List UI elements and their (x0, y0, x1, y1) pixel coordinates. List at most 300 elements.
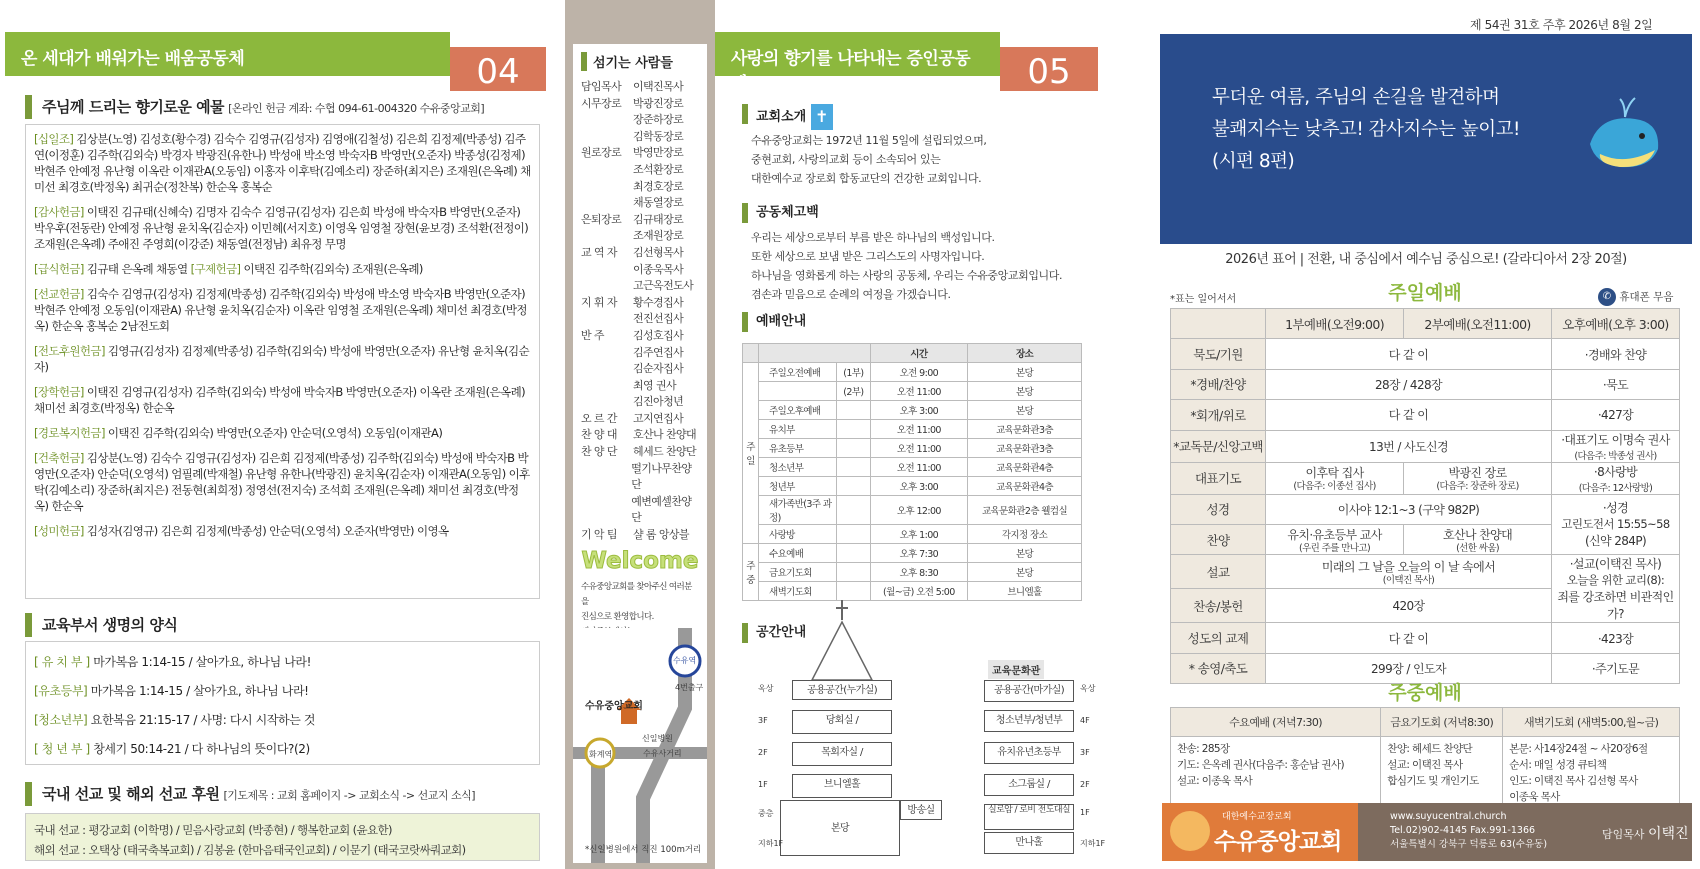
staff-row (581, 311, 699, 328)
edu-list (25, 641, 540, 765)
issue-info: 제 54권 31호 주후 2026년 8월 2일 (1470, 18, 1653, 32)
worship-order: 설교 (1171, 555, 1266, 589)
event-part (837, 496, 871, 525)
staff-role: 교 역 자 (581, 245, 617, 259)
offering-names: 김상분(노영) 김성호(황수경) 김숙수 김영규(김성자) 김영애(김철성) 김은희 김정제(박종성) 김주연(이정훈) 김주학(김외숙) 박경자 박광진(유한나) 박성애 박소영 박숙자B 박영만(오준자) 박종성(김정제) 박현주 안예정 유난형 이옥란 이재관A(오동임) 이홍자 이후탁(김예소리) 장준하(최지은) 조재원(은옥례) 채미선 최경호(박정옥) 최귀순(정찬복) 한순옥 홍복순 (34, 132, 531, 194)
church-footer (1162, 803, 1692, 861)
edu-item (34, 683, 531, 699)
offering-names: 김상분(노영) 김숙수 김영규(김성자) 김은희 김정제(박종성) 김주학(김외숙) 박성애 박숙자B 박영만(오준자) 안순덕(오영석) 엄필례(박재철) 유난형 유한나(박광진) 윤치옥(김순자) 이재관A(오동임) 이후탁(김예소리) 장준하(최지은) 전동현(최희정) 정영선(전지숙) 조석희 조재원(은옥례) 채미선 최경호(박정옥) 한순옥 (34, 451, 530, 513)
staff-name: 김성호집사 (633, 328, 684, 342)
intro-text (751, 131, 987, 188)
staff-row (581, 361, 699, 378)
event-place: 교육문화관3층 (968, 420, 1082, 439)
staff-name: 헤세드 찬양단 (633, 445, 697, 459)
map-church: 수유중앙교회 (585, 701, 643, 712)
event-time: 오전 11:00 (870, 439, 967, 458)
confess-text (751, 228, 1062, 304)
event-name: 수요예배 (759, 544, 837, 563)
church-logo (1162, 803, 1358, 861)
whale-icon (1580, 84, 1670, 174)
staff-name: 김순자집사 (633, 362, 684, 376)
staff-row (581, 129, 699, 146)
page4-number: 04 (450, 47, 546, 91)
room-left: 당회실 / (792, 710, 892, 734)
floor-label: 지하1F (758, 839, 784, 848)
afternoon-main: ·경배와 찬양 (1584, 347, 1647, 362)
event-time: 오전 11:00 (870, 458, 967, 477)
event-name: 유치부 (759, 420, 837, 439)
map-cross: 화계역 (589, 750, 613, 759)
page5-number: 05 (1000, 47, 1098, 91)
offering-label: [선교헌금] (34, 287, 84, 301)
event-time: 오전 9:00 (870, 363, 967, 382)
staff-row (581, 212, 699, 229)
event-place: 본당 (968, 544, 1082, 563)
event-name: 주일오전예배 (759, 363, 837, 382)
staff-role: 지 휘 자 (581, 295, 617, 309)
cell-main: 299장 / 인도자 (1371, 661, 1446, 676)
worship-order: 찬양 (1171, 524, 1266, 554)
event-time: (월~금) 오전 5:00 (870, 582, 967, 601)
worship-row (1171, 494, 1680, 524)
afternoon-cell (1552, 339, 1680, 369)
afternoon-main: ·427장 (1597, 408, 1634, 423)
staff-row (581, 411, 699, 428)
offering-item (34, 286, 531, 334)
event-name: 사랑방 (759, 525, 837, 544)
room-right: 청소년부/청년부 (984, 710, 1074, 732)
staff-name: 고지연집사 (633, 411, 684, 425)
worship-order: *교독문/신앙고백 (1171, 430, 1266, 462)
offering-label: [성미헌금] (34, 524, 84, 538)
staff-name: 전진선집사 (633, 312, 684, 326)
event-part (837, 544, 871, 563)
afternoon-cell (1552, 430, 1680, 462)
welcome-line: 진심으로 환영합니다. (581, 611, 654, 622)
afternoon-sub: 고린도전서 15:55~58 (1561, 517, 1670, 532)
staff-row (581, 444, 699, 461)
combined-cell (1266, 369, 1552, 399)
event-name: 금요기도회 (759, 563, 837, 582)
map-road: 수유사거리 (643, 749, 682, 758)
pastor-label: 담임목사 (1602, 828, 1645, 841)
staff-role (581, 378, 633, 395)
offering-names: 이택진 김주학(김외숙) 박영만(오준자) 안순덕(오영석) 오동임(이재관A) (104, 426, 443, 440)
staff-name: 샬 롬 앙상블 (633, 528, 689, 542)
sunday-worship-table (1170, 308, 1680, 684)
cell-sub: (이택진 목사) (1382, 574, 1435, 586)
combined-cell (1266, 555, 1552, 589)
staff-role (581, 345, 633, 362)
offering-item (34, 131, 531, 195)
mission-title-text: 국내 선교 및 해외 선교 후원 (42, 785, 220, 803)
phone-label: 휴대폰 무음 (1619, 291, 1674, 303)
event-time: 오후 12:00 (870, 496, 967, 525)
page5-header: 사랑의 향기를 나타내는 증인공동체 (715, 32, 1000, 76)
staff-row (581, 179, 699, 196)
afternoon-main: ·성경 (1602, 501, 1629, 516)
head-cell: 장소 (968, 344, 1082, 363)
worship-order: 묵도/기원 (1171, 339, 1266, 369)
staff-role: 반 주 (581, 328, 604, 342)
church-motto: 2026년 표어 | 전환, 내 중심에서 예수님 중심으로! (갈라디아서 2장 20절) (1225, 252, 1627, 267)
offering-names: 이택진 김주학(김외숙) 조재원(은옥례) (240, 262, 423, 276)
floor-label: 4F (1080, 716, 1090, 725)
staff-row (581, 96, 699, 113)
part-sub: (우린 주를 만나고) (1299, 542, 1371, 554)
part-main: 박광진 장로 (1448, 466, 1507, 481)
event-place: 본당 (968, 382, 1082, 401)
staff-role: 담임목사 (581, 80, 622, 93)
floor-label: 지하1F (1080, 839, 1106, 848)
staff-row (581, 427, 699, 444)
edu-scripture: 마가복음 1:14-15 / 살아가요, 하나님 나라! (89, 655, 312, 669)
event-part (837, 439, 871, 458)
part1-cell (1266, 524, 1404, 554)
head-cell: 새벽기도회 (새벽5:00,월~금) (1503, 708, 1680, 737)
event-name: 유초등부 (759, 439, 837, 458)
floor-label: 3F (1080, 748, 1090, 757)
event-part (837, 477, 871, 496)
event-part: (2부) (837, 382, 871, 401)
mission-title (25, 782, 555, 806)
banner-line: (시편 8편) (1212, 151, 1295, 172)
edu-label: [청소년부] (34, 713, 88, 727)
staff-name: 최경호장로 (633, 179, 684, 193)
head-cell: 오후예배(오후 3:00) (1552, 309, 1680, 339)
edu-item (34, 712, 531, 728)
event-place: 각지정 장소 (968, 525, 1082, 544)
map-hospital: 신일병원 (642, 734, 673, 743)
cell-main: 미래의 그 날을 오늘의 이 날 속에서 (1321, 559, 1496, 574)
weekday-line: 합심기도 및 개인기도 (1387, 775, 1479, 787)
combined-cell (1266, 430, 1552, 462)
weekday-line: 본문: 사14장24절 ~ 사20장6절 (1509, 743, 1648, 755)
table-row (743, 477, 1082, 496)
space-title: 공간안내 (742, 623, 806, 643)
combined-cell (1266, 400, 1552, 430)
edu-scripture: 요한복음 21:15-17 / 사명: 다시 시작하는 것 (87, 713, 316, 727)
worship-order: * 송영/축도 (1171, 653, 1266, 683)
event-part (837, 582, 871, 601)
staff-name: 최영 권사 (633, 378, 677, 392)
combined-cell (1266, 589, 1552, 623)
weekday-line: 인도: 이택진 목사 김선형 목사 (1509, 775, 1638, 787)
afternoon-main: ·설교(이택진 목사) (1569, 557, 1662, 572)
offering-list (25, 124, 540, 599)
staff-name: 김학동장로 (633, 129, 684, 143)
pastor-info (1602, 823, 1689, 843)
staff-name: 채동열장로 (633, 196, 684, 210)
staff-role: 은퇴장로 (581, 212, 622, 226)
weekday-line: 설교: 이종욱 목사 (1177, 775, 1253, 787)
staff-sidebar (565, 0, 715, 869)
combined-cell (1266, 339, 1552, 369)
staff-role: 기 악 팀 (581, 528, 617, 542)
staff-role: 시무장로 (581, 96, 622, 110)
floor-label: 1F (1080, 808, 1090, 817)
mission-domestic: 국내 선교 : 평강교회 (이학명) / 믿음사랑교회 (박종현) / 행복한교회 (윤요한) (34, 823, 392, 837)
part2-cell (1404, 462, 1552, 494)
offering-label: [구제헌금] (190, 262, 241, 276)
worship-row (1171, 339, 1680, 369)
staff-name: 예변예셀찬양단 (631, 494, 692, 525)
staff-role (581, 361, 633, 378)
event-name: 주일오후예배 (759, 401, 837, 420)
afternoon-main: ·423장 (1597, 631, 1634, 646)
staff-name: 호산나 찬양대 (633, 428, 697, 442)
group-label: 주일 (743, 363, 759, 544)
table-head (743, 344, 1082, 363)
banner-text (1212, 82, 1520, 178)
intro-line: 수유중앙교회는 1972년 11월 5일에 설립되었으며, (751, 134, 987, 147)
room-left: 공용공간(누가실) (792, 680, 892, 700)
afternoon-sub: 죄를 강조하면 비관적인가? (1557, 590, 1674, 622)
offering-item (34, 384, 531, 416)
part-sub: (다음주: 이종선 집사) (1293, 481, 1376, 493)
combined-cell (1266, 494, 1552, 524)
edu-building-label: 교육문화관 (988, 660, 1044, 679)
head-cell: 2부예배(오전11:00) (1404, 309, 1552, 339)
head-cell: 금요기도회 (저녁8:30) (1381, 708, 1503, 737)
worship-schedule-table (742, 343, 1082, 601)
event-part (837, 458, 871, 477)
confess-line: 겸손과 믿음으로 순례의 여정을 가겠습니다. (751, 288, 951, 301)
cell-main: 이사야 12:1~3 (구약 982P) (1337, 502, 1480, 517)
offering-item (34, 204, 531, 252)
offering-label: [감사헌금] (34, 205, 84, 219)
edu-label: [ 청 년 부 ] (34, 742, 90, 756)
worship-row (1171, 430, 1680, 462)
worship-order: 찬송/봉헌 (1171, 589, 1266, 623)
event-time: 오후 3:00 (870, 401, 967, 420)
edu-scripture: 마가복음 1:14-15 / 살아가요, 하나님 나라! (87, 684, 309, 698)
afternoon-sub: (다음주: 박종성 권사) (1574, 450, 1657, 462)
confess-line: 우리는 세상으로부터 부름 받은 하나님의 백성입니다. (751, 231, 995, 244)
worship-row (1171, 369, 1680, 399)
table-row (743, 582, 1082, 601)
worship-order: 성경 (1171, 494, 1266, 524)
staff-name: 황수경집사 (633, 295, 684, 309)
staff-role (581, 494, 631, 527)
staff-role (581, 195, 633, 212)
staff-row (581, 278, 699, 295)
staff-name: 조재원장로 (633, 229, 684, 243)
floor-label: 3F (758, 716, 768, 725)
floor-label: 2F (1080, 780, 1090, 789)
afternoon-cell (1552, 555, 1680, 623)
contact-line: 서울특별시 강북구 덕릉로 63(수유동) (1390, 839, 1548, 850)
staff-role (581, 461, 631, 494)
afternoon-cell (1552, 400, 1680, 430)
table-row (743, 439, 1082, 458)
worship-row (1171, 400, 1680, 430)
event-place: 본당 (968, 563, 1082, 582)
event-time: 오후 1:00 (870, 525, 967, 544)
weekday-line: 설교: 이택진 목사 (1387, 759, 1463, 771)
church-small-name: 대한예수교장로회 (1222, 812, 1292, 822)
staff-row (581, 378, 699, 395)
afternoon-main: ·대표기도 이명숙 권사 (1561, 432, 1670, 447)
table-row (743, 544, 1082, 563)
event-time: 오후 7:30 (870, 544, 967, 563)
event-place: 본당 (968, 401, 1082, 420)
cell-main: 28장 / 428장 (1374, 377, 1443, 392)
offering-item (34, 425, 531, 441)
page4-header: 온 세대가 배워가는 배움공동체 (5, 32, 450, 76)
staff-role (581, 129, 633, 146)
room-left: 브니엘홀 (792, 774, 892, 798)
afternoon-cell (1552, 623, 1680, 653)
floor-label: 2F (758, 748, 768, 757)
worship-row (1171, 623, 1680, 653)
confess-line: 하나님을 영화롭게 하는 사랑의 공동체, 우리는 수유중앙교회입니다. (751, 269, 1063, 282)
afternoon-cell (1552, 462, 1680, 494)
worship-order: 성도의 교제 (1171, 623, 1266, 653)
weekday-line: 기도: 은옥례 권사(다음주: 홍순남 권사) (1177, 759, 1344, 771)
staff-role (581, 228, 633, 245)
event-time: 오후 8:30 (870, 563, 967, 582)
cell-main: 다 같 이 (1388, 408, 1429, 423)
staff-role (581, 179, 633, 196)
part2-cell (1404, 524, 1552, 554)
offering-label: [전도후원헌금] (34, 344, 105, 358)
head-cell (743, 344, 759, 363)
church-contact (1390, 810, 1547, 852)
offering-item (34, 261, 531, 277)
edu-label: [유초등부] (34, 684, 88, 698)
staff-row (581, 145, 699, 162)
staff-row (581, 245, 699, 262)
room-right: 만나홀 (984, 832, 1074, 854)
staff-row (581, 461, 699, 494)
staff-title: 섬기는 사람들 (581, 52, 699, 71)
staff-panel (573, 44, 707, 724)
sunday-worship-title: 주일예배 (1388, 282, 1462, 304)
part-sub: (다음주: 장준하 장로) (1436, 481, 1519, 493)
room-right: 공용공간(마가실) (984, 680, 1074, 702)
event-place: 교육문화관3층 (968, 439, 1082, 458)
part-sub: (선한 싸움) (1456, 542, 1500, 554)
map-note: *신일병원에서 직진 100m거리 (585, 845, 702, 855)
head-cell: 수요예배 (저녁7:30) (1171, 708, 1381, 737)
head-cell (1171, 309, 1266, 339)
event-place: 교육문화관4층 (968, 458, 1082, 477)
table-row (743, 563, 1082, 582)
staff-row (581, 162, 699, 179)
broadcast-room: 방송실 (900, 800, 942, 820)
event-time: 오전 11:00 (870, 382, 967, 401)
head-cell: 시간 (870, 344, 967, 363)
offering-names: 이택진 김규태(신혜숙) 김명자 김숙수 김영규(김성자) 김은희 박성애 박숙자B 박영만(오준자) 박우후(전동란) 안예정 유난형 윤치옥(김순자) 이민혜(서지호) 이영옥 임영철 장현(윤보경) 조석환(전정이) 조재원(은옥례) 주애진 주영희(이강준) 채동열(전정남) 최유정 무명 (34, 205, 529, 251)
afternoon-cell (1552, 494, 1680, 555)
table-row (743, 363, 1082, 382)
welcome-line: 수유중앙교회를 찾아주신 여러분을 (581, 581, 692, 607)
event-place: 본당 (968, 363, 1082, 382)
banner (1160, 34, 1692, 244)
staff-row (581, 112, 699, 129)
edu-scripture: 창세기 50:14-21 / 다 하나님의 뜻이다?(2) (89, 742, 310, 756)
map-exit: 4번출구 (675, 683, 704, 692)
part-main: 호산나 찬양대 (1442, 527, 1513, 542)
offering-names: 김영규(김성자) 김정제(박종성) 김주학(김외숙) 박성애 박영만(오준자) 유난형 윤치옥(김순자) (34, 344, 530, 374)
offering-title-text: 주님께 드리는 향기로운 예물 (42, 98, 225, 116)
floor-label: 옥상 (758, 684, 774, 693)
confess-title: 공동체고백 (742, 203, 819, 223)
offering-names: 김규태 은옥례 채동열 (83, 262, 188, 276)
staff-role: 원로장로 (581, 146, 622, 160)
event-name: 새가족반(3주 과정) (759, 496, 837, 525)
afternoon-sub: (신약 284P) (1584, 534, 1647, 549)
floor-label: 옥상 (1080, 684, 1096, 693)
banner-line: 불쾌지수는 낮추고! 감사지수는 높이고! (1212, 119, 1520, 140)
intro-title-text: 교회소개 (756, 109, 807, 125)
table-row (743, 382, 1082, 401)
pastor-name: 이택진 (1648, 826, 1689, 842)
afternoon-main: ·주기도문 (1591, 661, 1640, 676)
staff-role (581, 394, 633, 411)
worship-row (1171, 462, 1680, 494)
floor-label: 중층 (758, 809, 774, 818)
event-part (837, 563, 871, 582)
event-place: 브니엘홀 (968, 582, 1082, 601)
weekday-line: 이종욱 목사 (1509, 791, 1560, 803)
edu-item (34, 654, 531, 670)
staff-row (581, 295, 699, 312)
event-part (837, 401, 871, 420)
event-time: 오후 3:00 (870, 477, 967, 496)
staff-name: 조석환장로 (633, 162, 684, 176)
event-name: 새벽기도회 (759, 582, 837, 601)
weekday-worship-title: 주중예배 (1388, 682, 1462, 704)
room-left: 본당 (780, 800, 900, 856)
combined-cell (1266, 623, 1552, 653)
weekday-line: 순서: 매일 성경 큐티책 (1509, 759, 1607, 771)
welcome-text: Welcome (581, 547, 699, 574)
offering-names: 이택진 김영규(김성자) 김주학(김외숙) 박성애 박숙자B 박영만(오준자) 이옥란 조재원(은옥례) 채미선 최경호(박정옥) 한순옥 (34, 385, 525, 415)
afternoon-main: ·8사랑방 (1593, 464, 1638, 479)
mission-overseas: 해외 선교 : 오택상 (태국축복교회) / 김봉윤 (한마음태국인교회) / 이문기 (태국코랏싸쿼교회) (34, 843, 466, 857)
staff-role (581, 112, 633, 129)
contact-line: www.suyucentral.church (1390, 811, 1507, 822)
cell-main: 13번 / 사도신경 (1369, 439, 1448, 454)
offering-label: [경로복지헌금] (34, 426, 105, 440)
staff-row (581, 228, 699, 245)
staff-row (581, 262, 699, 279)
event-name (759, 382, 837, 401)
staff-list (581, 79, 699, 544)
staff-row (581, 195, 699, 212)
phone-icon: ✆ (1598, 288, 1616, 306)
event-name: 청년부 (759, 477, 837, 496)
afternoon-cell (1552, 369, 1680, 399)
weekday-line: 찬송: 285장 (1177, 743, 1230, 755)
staff-name: 박영만장로 (633, 146, 684, 160)
map-station: 수유역 (673, 656, 697, 665)
confess-line: 또한 세상으로 보냄 받은 그리스도의 사명자입니다. (751, 250, 985, 263)
mission-box (25, 813, 540, 861)
staff-name: 김진아청년 (633, 395, 684, 409)
part-main: 유치·유초등부 교사 (1287, 527, 1382, 542)
staff-name: 박광진장로 (633, 96, 684, 110)
staff-name: 김선형목사 (633, 245, 684, 259)
afternoon-sub: 오늘을 위한 교리(8): (1566, 573, 1665, 588)
part-main: 이후탁 집사 (1305, 466, 1364, 481)
offering-item (34, 450, 531, 514)
contact-line: Tel.02)902-4145 Fax.991-1366 (1390, 825, 1536, 836)
table-head (1171, 309, 1680, 339)
church-name: 수유중앙교회 (1214, 829, 1342, 855)
